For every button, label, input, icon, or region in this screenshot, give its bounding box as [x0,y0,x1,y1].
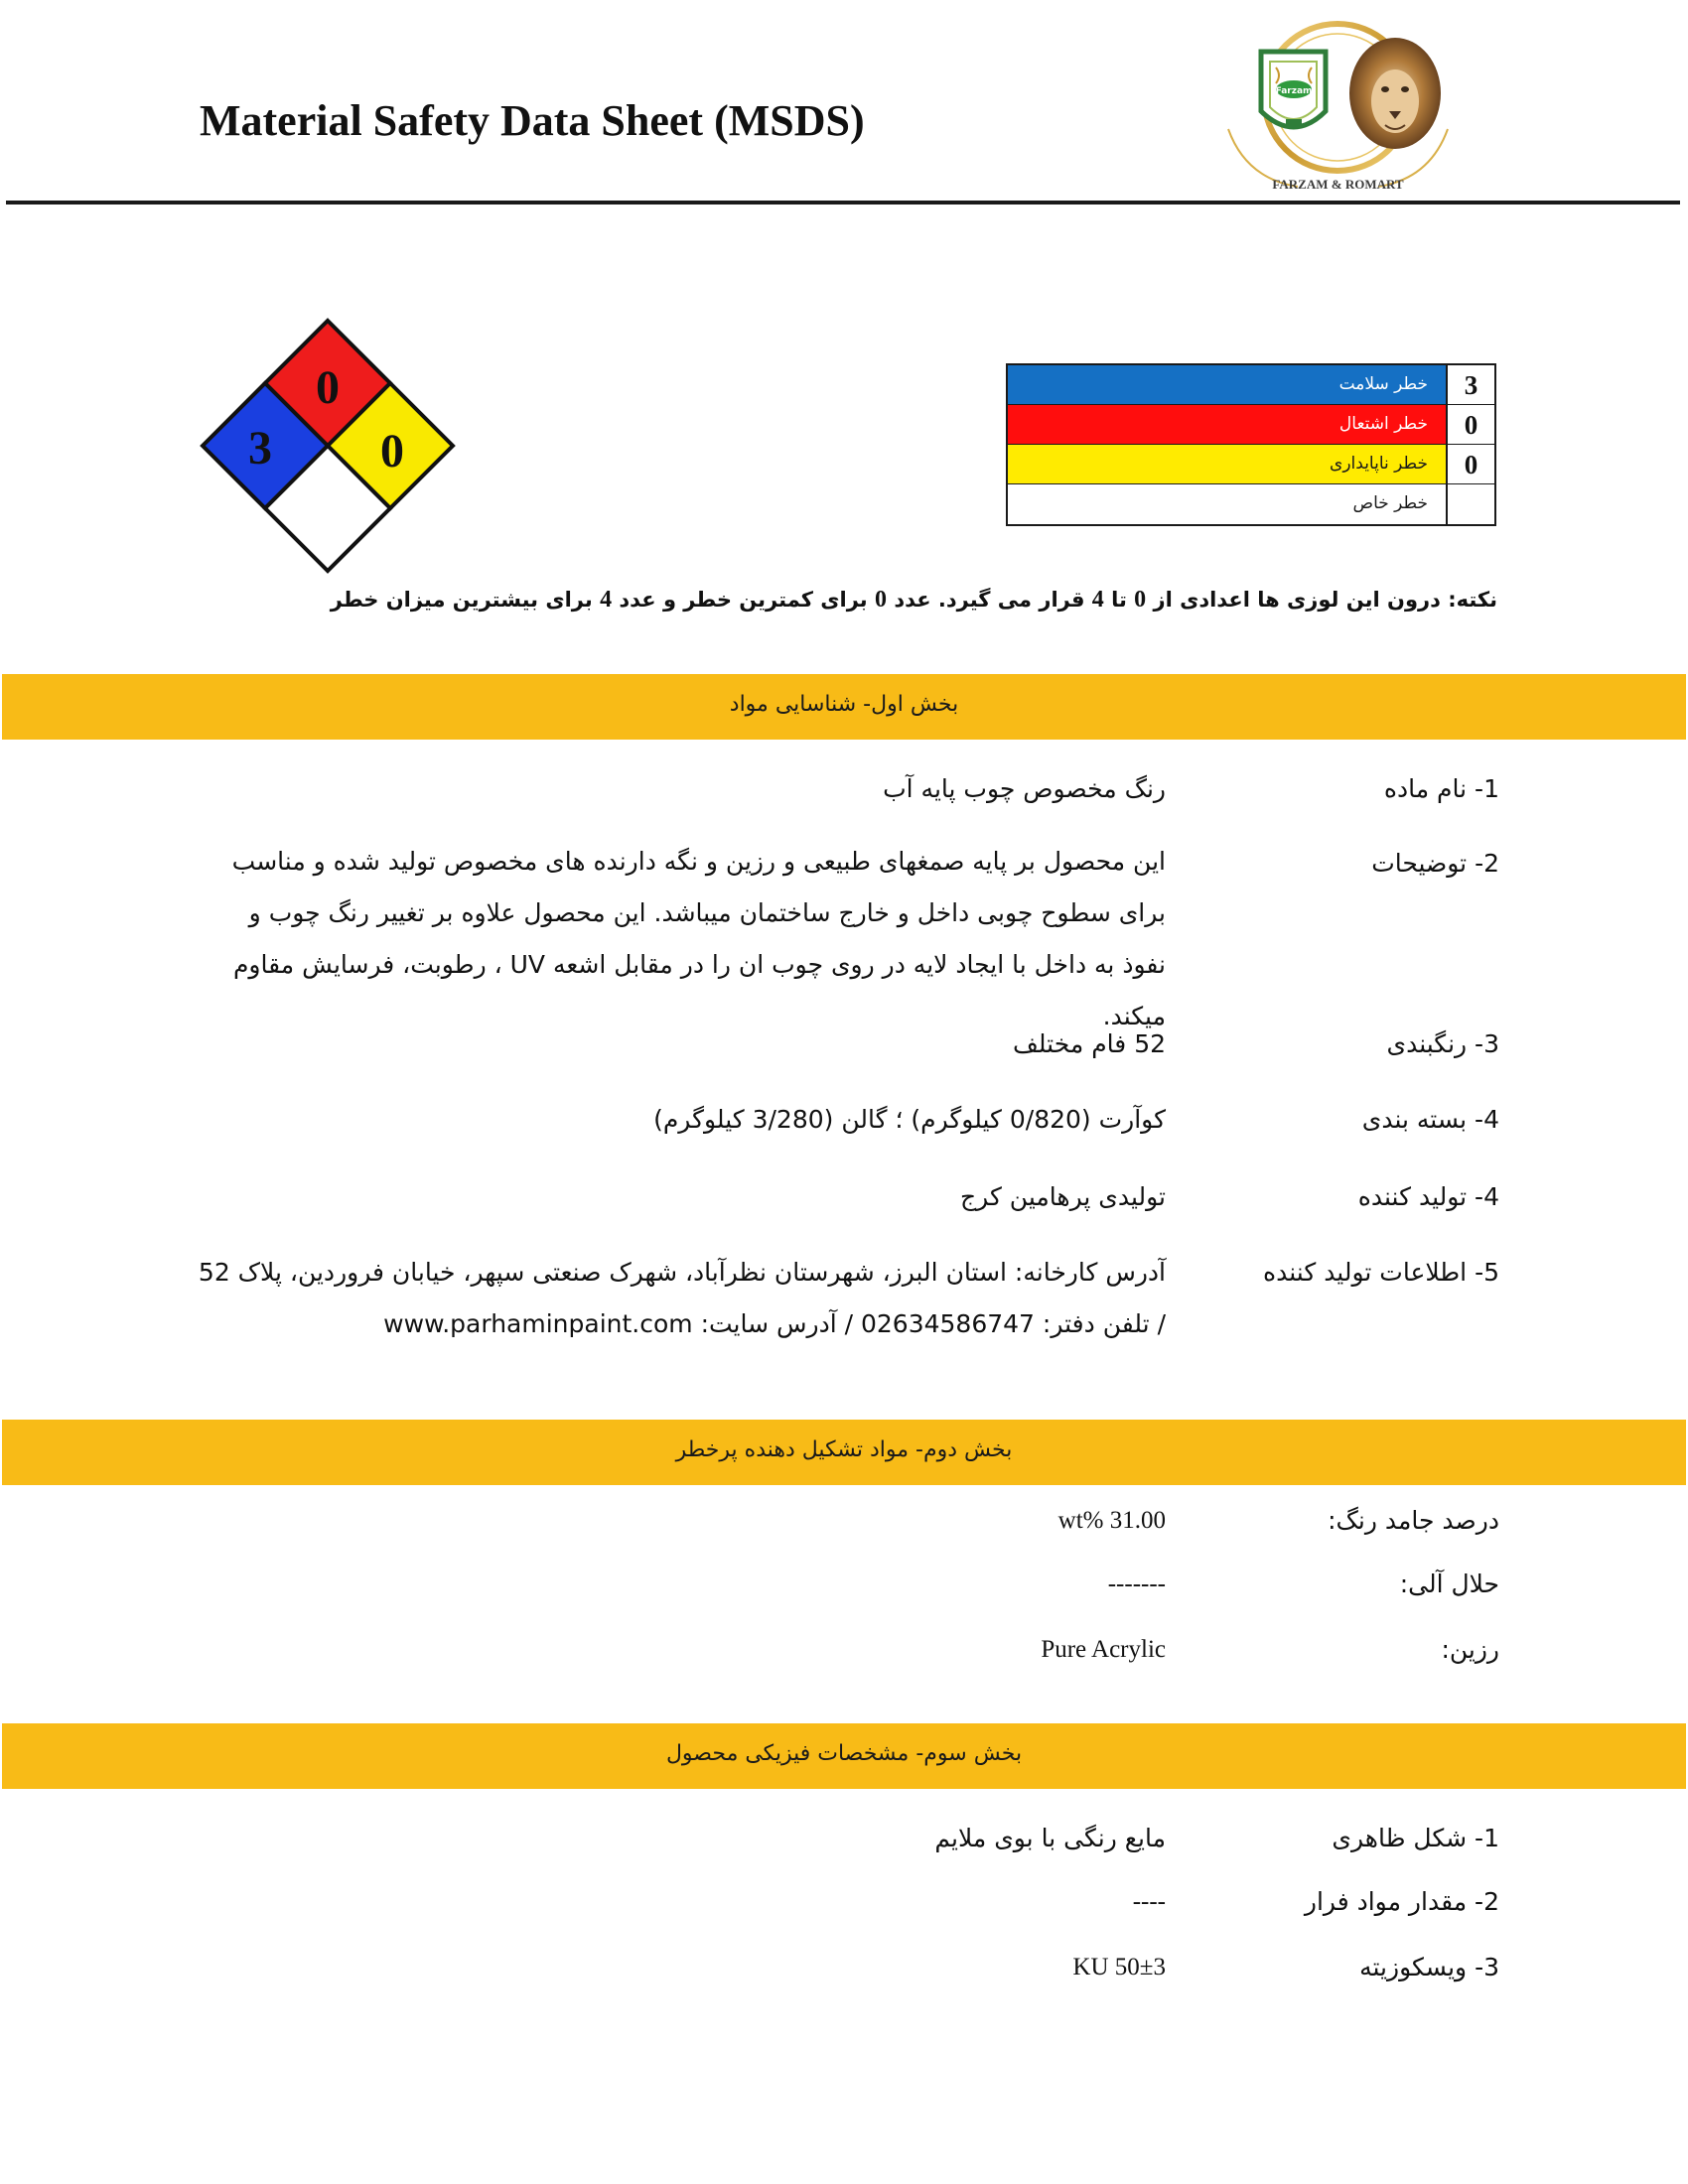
field-value: ------- [1107,1570,1166,1597]
hazard-row-instability [1008,445,1494,484]
hazard-label: خطر سلامت [1008,365,1446,404]
flammability-rating: 0 [316,361,340,414]
field-label: 3- رنگبندی [1386,1029,1499,1058]
note-number: 0 [1134,587,1147,613]
page-title: Material Safety Data Sheet (MSDS) [200,96,865,145]
field-value: کوآرت (0/820 کیلوگرم) ؛ گالن (3/280 کیلوگرم) [653,1105,1166,1134]
field-value: 31.00 %wt [1057,1507,1166,1534]
instability-rating: 0 [380,425,404,478]
shield-icon [1261,52,1326,127]
field-label: 3- ویسکوزیته [1359,1953,1499,1981]
hazard-rating-table [1006,363,1496,526]
rating-note [298,580,1497,619]
note-text: تا [1111,588,1127,612]
hazard-label: خطر اشتعال [1008,405,1446,444]
note-text: برای کمترین خطر و عدد [619,588,868,612]
note-text: نکته: درون این لوزی ها اعدادی از [1153,588,1497,612]
field-label: 1- نام ماده [1383,774,1499,803]
nfpa-hazard-diamond [197,318,459,580]
field-value: رنگ مخصوص چوب پایه آب [883,774,1166,803]
field-value: این محصول بر پایه صمغهای طبیعی و رزین و نگه دارنده های مخصوص تولید شده و مناسب برای سطوح چوبی داخل و خارج ساختمان میباشد. این محصول علاوه بر تغییر رنگ چوب و نفوذ به داخل با ایجاد لایه در روی چوب ان را در مقابل اشعه UV ، رطوبت، فرسایش مقاوم میکند. [231,847,1166,1030]
logo-caption: FARZAM & ROMART [1272,177,1404,192]
field-label: 2- توضیحات [1371,849,1499,878]
section-1-header: بخش اول- شناسایی مواد [2,674,1686,740]
field-value: تولیدی پرهامین کرج [960,1182,1166,1211]
hazard-label: خطر خاص [1008,484,1446,524]
note-text: قرار می گیرد. عدد [894,588,1085,612]
hazard-label: خطر ناپایداری [1008,445,1446,483]
hazard-value [1446,484,1494,524]
field-label: درصد جامد رنگ: [1328,1506,1499,1535]
field-label: 1- شکل ظاهری [1332,1824,1499,1852]
note-number: 4 [1091,587,1104,613]
field-label: 5- اطلاعات تولید کننده [1263,1258,1499,1287]
field-label: رزین: [1441,1635,1499,1664]
note-number: 0 [875,587,887,613]
field-label: 4- تولید کننده [1357,1182,1499,1211]
field-label: 4- بسته بندی [1361,1105,1499,1134]
field-label: حلال آلی: [1399,1570,1499,1598]
field-label: 2- مقدار مواد فرار [1304,1887,1499,1916]
lion-icon [1349,38,1441,149]
contact-line: / تلفن دفتر: 02634586747 / آدرس سایت: www.parhaminpaint.com [383,1309,1166,1338]
section-2-header: بخش دوم- مواد تشکیل دهنده پرخطر [2,1420,1686,1485]
note-number: 4 [600,587,613,613]
section-3-header: بخش سوم- مشخصات فیزیکی محصول [2,1723,1686,1789]
hazard-row-health [1008,365,1494,405]
health-rating: 3 [248,422,272,475]
hazard-value: 0 [1446,405,1494,444]
svg-text:Farzam: Farzam [1275,86,1313,96]
field-value: ---- [1132,1888,1166,1915]
factory-address: آدرس کارخانه: استان البرز، شهرستان نظرآباد، شهرک صنعتی سپهر، خیابان فروردین، پلاک 52 [198,1258,1166,1287]
hazard-row-special [1008,484,1494,524]
hazard-value: 0 [1446,445,1494,483]
hazard-value: 3 [1446,365,1494,404]
hazard-row-flammability [1008,405,1494,445]
field-value: 52 فام مختلف [1013,1029,1166,1058]
field-value: 50±3 KU [1072,1954,1166,1980]
field-value: مایع رنگی با بوی ملایم [934,1824,1166,1852]
field-value: Pure Acrylic [1041,1636,1166,1663]
note-text: برای بیشترین میزان خطر [330,588,593,612]
header-divider [6,201,1680,205]
company-logo [1206,20,1470,199]
